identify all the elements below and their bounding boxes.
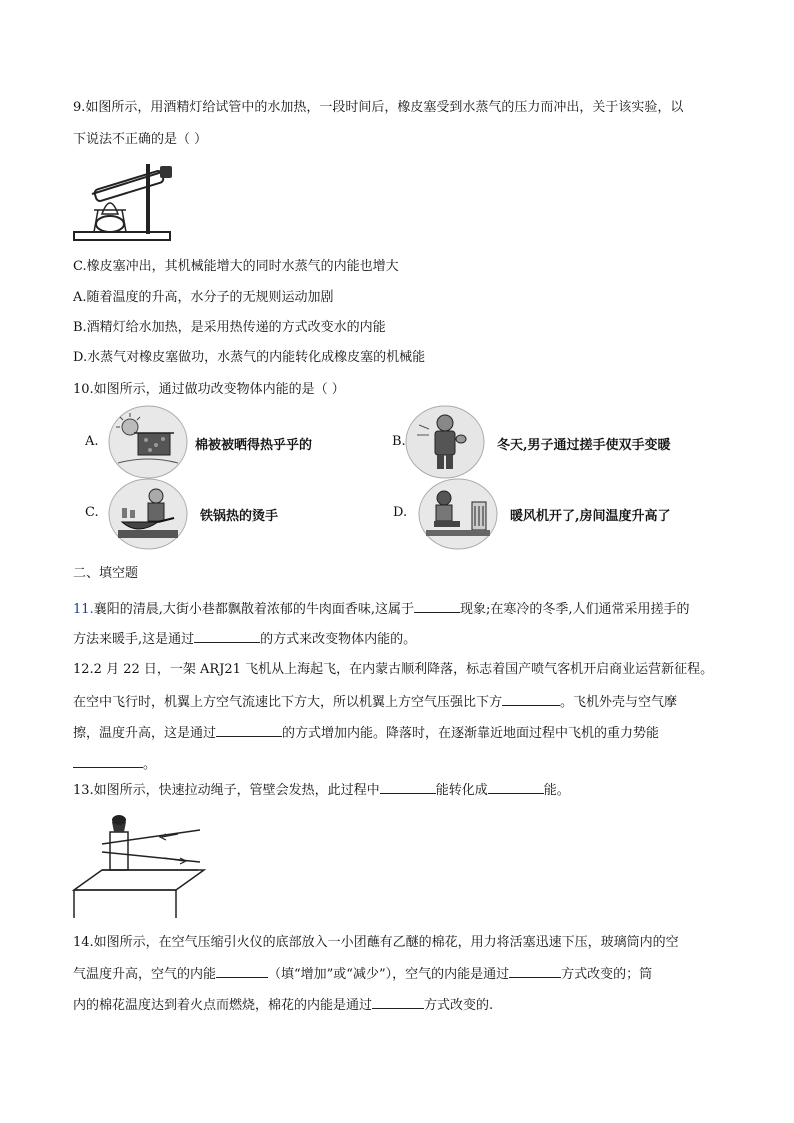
q13-text-a: 13.如图所示，快速拉动绳子，管壁会发热，此过程中 — [73, 783, 380, 798]
q11-blank-1[interactable] — [414, 600, 460, 613]
sun-quilt-image — [108, 405, 188, 479]
q12-text-e: 。 — [143, 757, 157, 772]
q11-text-d: 的方式来改变物体内能的。 — [260, 632, 417, 647]
q9-option-d: D.水蒸气对橡皮塞做功，水蒸气的内能转化成橡皮塞的机械能 — [73, 350, 426, 365]
q10-option-b-letter: B. — [392, 434, 406, 449]
q10-option-a-text: 棉被被晒得热乎乎的 — [195, 438, 313, 453]
q11-blank-2[interactable] — [194, 630, 260, 643]
q10-option-d-text: 暖风机开了,房间温度升高了 — [510, 509, 671, 524]
q13-blank-2[interactable] — [488, 781, 544, 794]
rope-friction-tube-figure — [72, 810, 206, 920]
q9-stem-line1: 9.如图所示，用酒精灯给试管中的水加热，一段时间后，橡皮塞受到水蒸气的压力而冲出，关于该实验，以 — [73, 100, 684, 115]
hot-wok-image — [108, 478, 188, 550]
q9-stem-line2: 下说法不正确的是（ ） — [73, 132, 208, 147]
q12-text-a: 在空中飞行时，机翼上方空气流速比下方大，所以机翼上方空气压强比下方 — [73, 695, 503, 710]
q9-option-a: A.随着温度的升高，水分子的无规则运动加剧 — [73, 290, 334, 305]
q14-text-e: 方式改变的. — [424, 998, 494, 1013]
q11-line2 — [73, 630, 416, 649]
q9-option-b: B.酒精灯给水加热，是采用热传递的方式改变水的内能 — [73, 320, 386, 335]
alcohol-lamp-test-tube-figure — [72, 152, 176, 244]
q14-text-d: 内的棉花温度达到着火点而燃烧，棉花的内能是通过 — [73, 998, 373, 1013]
q10-option-d-letter: D. — [393, 505, 408, 520]
q13-text-c: 能。 — [543, 783, 570, 798]
q14-text-c: 方式改变的；筒 — [561, 967, 653, 982]
heater-room-image — [418, 478, 498, 550]
q10-option-c-text: 铁锅热的烫手 — [200, 509, 279, 524]
q14-line1: 14.如图所示，在空气压缩引火仪的底部放入一小团蘸有乙醚的棉花，用力将活塞迅速下压，玻璃筒内的空 — [73, 935, 679, 950]
q14-blank-2[interactable] — [509, 965, 561, 978]
q14-blank-1[interactable] — [216, 965, 268, 978]
rubbing-hands-image — [405, 405, 485, 479]
q13-text-b: 能转化成 — [435, 783, 488, 798]
q12-line2 — [73, 693, 677, 712]
q14-line3 — [73, 996, 493, 1015]
q12-text-b: 。飞机外壳与空气摩 — [560, 695, 678, 710]
q12-blank-2[interactable] — [216, 724, 282, 737]
q10-option-b-text: 冬天,男子通过搓手使双手变暖 — [497, 438, 671, 453]
q14-text-a: 气温度升高，空气的内能 — [73, 967, 217, 982]
q11-number: 11. — [73, 602, 94, 617]
q9-option-c: C.橡皮塞冲出，其机械能增大的同时水蒸气的内能也增大 — [73, 259, 399, 274]
q12-line3 — [73, 724, 659, 743]
q14-blank-3[interactable] — [372, 996, 424, 1009]
section-heading-fill-blank: 二、填空题 — [73, 566, 139, 581]
q11-text-c: 方法来暖手,这是通过 — [73, 632, 195, 647]
q11-line1 — [73, 600, 689, 619]
q12-line4 — [73, 755, 156, 774]
q12-text-d: 的方式增加内能。降落时，在逐渐靠近地面过程中飞机的重力势能 — [282, 726, 660, 741]
q12-blank-1[interactable] — [502, 693, 560, 706]
q13-line — [73, 781, 570, 800]
q10-option-a-letter: A. — [85, 434, 99, 449]
q13-blank-1[interactable] — [380, 781, 436, 794]
q14-line2 — [73, 965, 652, 984]
q12-text-c: 擦，温度升高，这是通过 — [73, 726, 217, 741]
q10-option-c-letter: C. — [85, 505, 99, 520]
q14-text-b: （填“增加”或“减少”），空气的内能是通过 — [268, 967, 510, 982]
q11-text-a: 襄阳的清晨,大街小巷都飘散着浓郁的牛肉面香味,这属于 — [93, 602, 414, 617]
q11-text-b: 现象;在寒冷的冬季,人们通常采用搓手的 — [459, 602, 690, 617]
q10-stem: 10.如图所示，通过做功改变物体内能的是（ ） — [73, 382, 345, 397]
q12-line1: 12.2 月 22 日，一架 ARJ21 飞机从上海起飞，在内蒙古顺利降落，标志着国产喷气客机开启商业运营新征程。 — [73, 662, 714, 677]
q12-blank-3[interactable] — [73, 755, 143, 768]
